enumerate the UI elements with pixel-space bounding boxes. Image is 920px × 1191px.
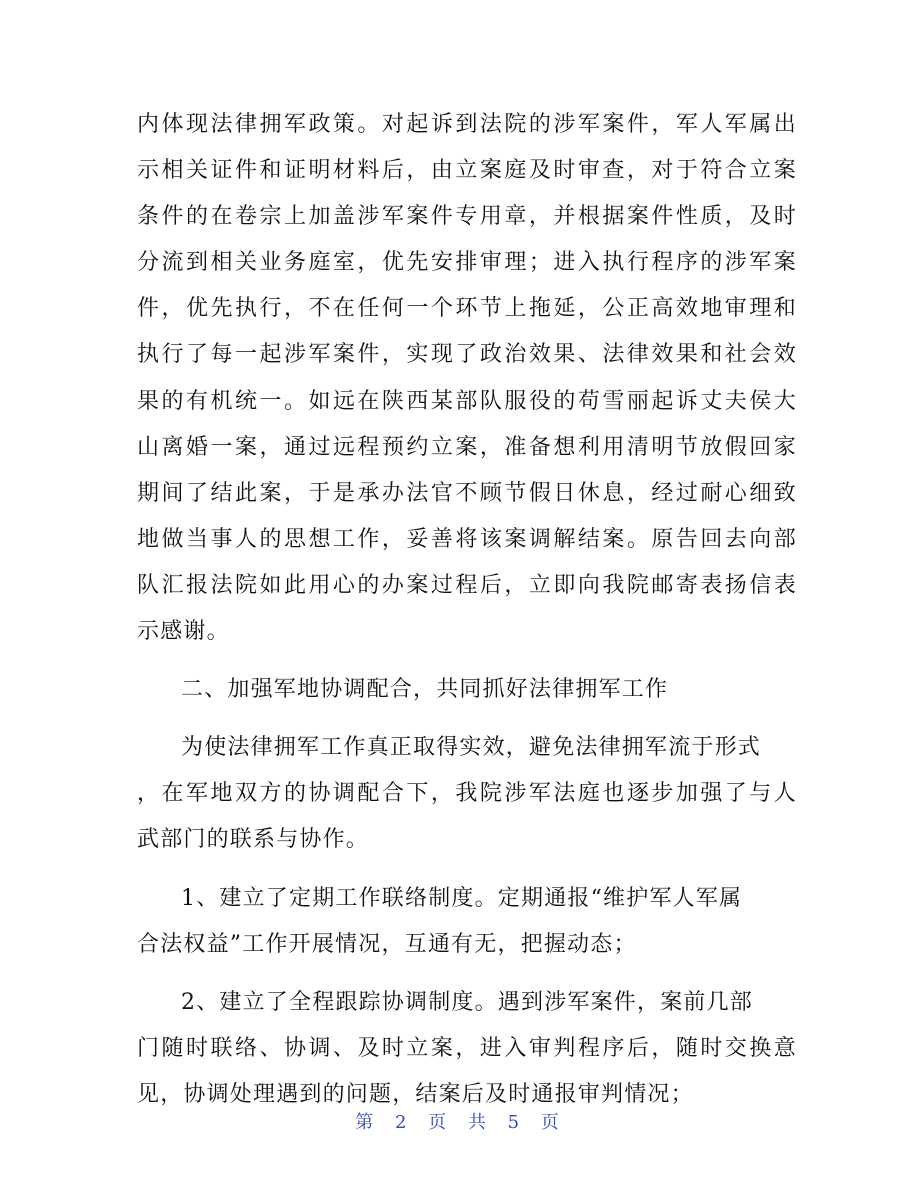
text-line: 内体现法律拥军政策。对起诉到法院的涉军案件，军人军属出 (137, 112, 797, 137)
text-line: 分流到相关业务庭室，优先安排审理；进入执行程序的涉军案 (137, 250, 797, 276)
text-line: 示相关证件和证明材料后，由立案庭及时审查，对于符合立案 (137, 158, 797, 184)
text-line: 为使法律拥军工作真正取得实效，避免法律拥军流于形式 (181, 735, 762, 761)
list-item-2 (137, 980, 797, 1118)
text-line: 期间了结此案，于是承办法官不顾节假日休息，经过耐心细致 (137, 480, 797, 506)
text-line: 示感谢。 (137, 619, 230, 645)
text-line: ，在军地双方的协调配合下，我院涉军法庭也逐步加强了与人 (137, 781, 797, 807)
text-line: 山离婚一案，通过远程预约立案，准备想利用清明节放假回家 (137, 434, 797, 460)
list-item-1 (137, 876, 797, 968)
text-line: 果的有机统一。如远在陕西某部队服役的苟雪丽起诉丈夫侯大 (137, 388, 797, 414)
footer-total-pages: 5 (507, 1112, 526, 1133)
text-line: 门随时联络、协调、及时立案，进入审判程序后，随时交换意 (137, 1035, 797, 1061)
text-line: 条件的在卷宗上加盖涉军案件专用章，并根据案件性质，及时 (137, 204, 797, 230)
text-line: 合法权益”工作开展情况，互通有无，把握动态； (137, 931, 637, 957)
text-line: 地做当事人的思想工作，妥善将该案调解结案。原告回去向部 (137, 526, 797, 552)
paragraph-2 (137, 725, 797, 863)
footer-mid1: 页 (428, 1112, 453, 1133)
footer-page-number: 2 (394, 1112, 413, 1133)
text-line: 队汇报法院如此用心的办案过程后，立即向我院邮寄表扬信表 (137, 572, 797, 598)
body-text (137, 102, 797, 1118)
paragraph-1 (137, 102, 797, 655)
text-line: 见，协调处理遇到的问题，结案后及时通报审判情况； (137, 1081, 694, 1107)
text-line: 2、建立了全程跟踪协调制度。遇到涉军案件，案前几部 (181, 989, 753, 1015)
footer-prefix: 第 (355, 1112, 380, 1133)
text-line: 1、建立了定期工作联络制度。定期通报“维护军人军属 (181, 885, 743, 911)
section-heading: 二、加强军地协调配合，共同抓好法律拥军工作 (181, 677, 669, 703)
page-footer (0, 1108, 920, 1134)
text-line: 武部门的联系与协作。 (137, 827, 370, 853)
text-line: 执行了每一起涉军案件，实现了政治效果、法律效果和社会效 (137, 342, 797, 368)
footer-suffix: 页 (540, 1112, 565, 1133)
text-line: 件，优先执行，不在任何一个环节上拖延，公正高效地审理和 (137, 296, 797, 322)
footer-mid2: 共 (467, 1112, 492, 1133)
